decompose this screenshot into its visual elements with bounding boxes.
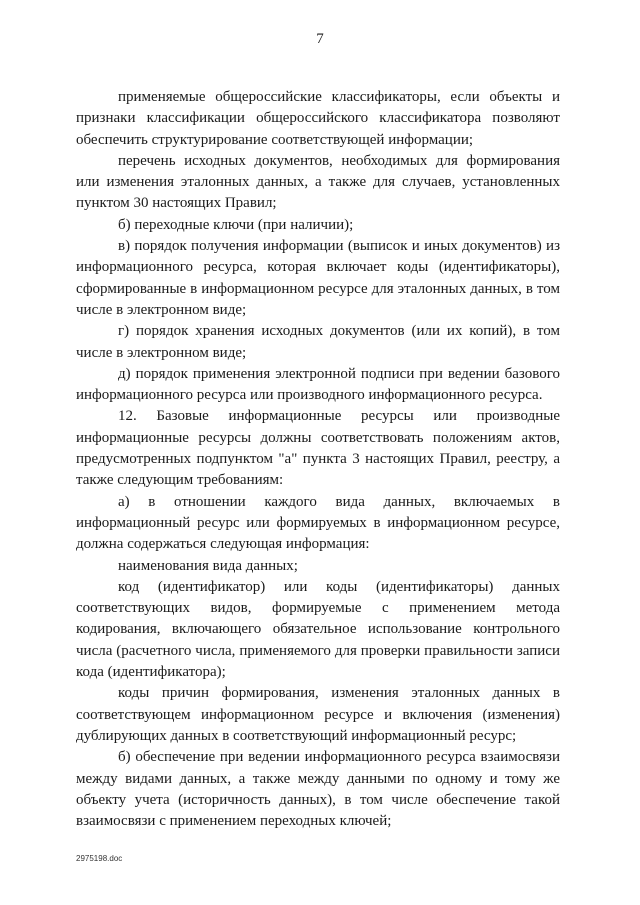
paragraph-classifiers: применяемые общероссийские классификаторы, если объекты и признаки классификации общероссийского классификатора позволяют обеспечить структурирование соответствующей информации;	[76, 89, 560, 148]
paragraph-source-documents: перечень исходных документов, необходимых для формирования или изменения эталонных данных, а также для случаев, установленных пунктом 30 настоящих Правил;	[76, 152, 560, 212]
paragraph-item-b-transition-keys: б) переходные ключи (при наличии);	[118, 216, 354, 233]
document-file-reference: 2975198.doc	[76, 854, 123, 863]
paragraph-item-b-relationships: б) обеспечение при ведении информационного ресурса взаимосвязи между видами данных, а также между данными по одному и тому же объекту учета (историчность данных), в том числе обеспечение такой взаимосвязи с применением переходных ключей;	[76, 749, 560, 830]
paragraph-item-a-data-types: а) в отношении каждого вида данных, включаемых в информационный ресурс или формируемых в информационном ресурсе, должна содержаться следующая информация:	[76, 493, 560, 553]
paragraph-codes-identifiers: код (идентификатор) или коды (идентификаторы) данных соответствующих видов, формируемые с применением метода кодирования, включающего обязательное использование контрольного числа (расчетного числа, применяемого для проверки правильности записи кода (идентификатора);	[76, 578, 560, 681]
document-body	[76, 87, 560, 832]
paragraph-reason-codes: коды причин формирования, изменения эталонных данных в соответствующем информационном ресурсе и включения (изменения) дублирующих данных в соответствующий информационный ресурс;	[76, 685, 560, 744]
paragraph-item-v-obtaining-info: в) порядок получения информации (выписок и иных документов) из информационного ресурса, которая включает коды (идентификаторы), сформированные в информационном ресурсе для эталонных данных, в том числе в электронном виде;	[76, 238, 560, 318]
page-number: 7	[316, 31, 324, 47]
paragraph-section-12: 12. Базовые информационные ресурсы или производные информационные ресурсы должны соответствовать положениям актов, предусмотренных подпунктом "а" пункта 3 настоящих Правил, реестру, а также следующим требованиям:	[76, 408, 560, 489]
paragraph-item-g-storage: г) порядок хранения исходных документов (или их копий), в том числе в электронном виде;	[76, 323, 560, 361]
paragraph-data-type-names: наименования вида данных;	[118, 557, 298, 574]
paragraph-item-d-signature: д) порядок применения электронной подписи при ведении базового информационного ресурса или производного информационного ресурса.	[76, 365, 560, 404]
